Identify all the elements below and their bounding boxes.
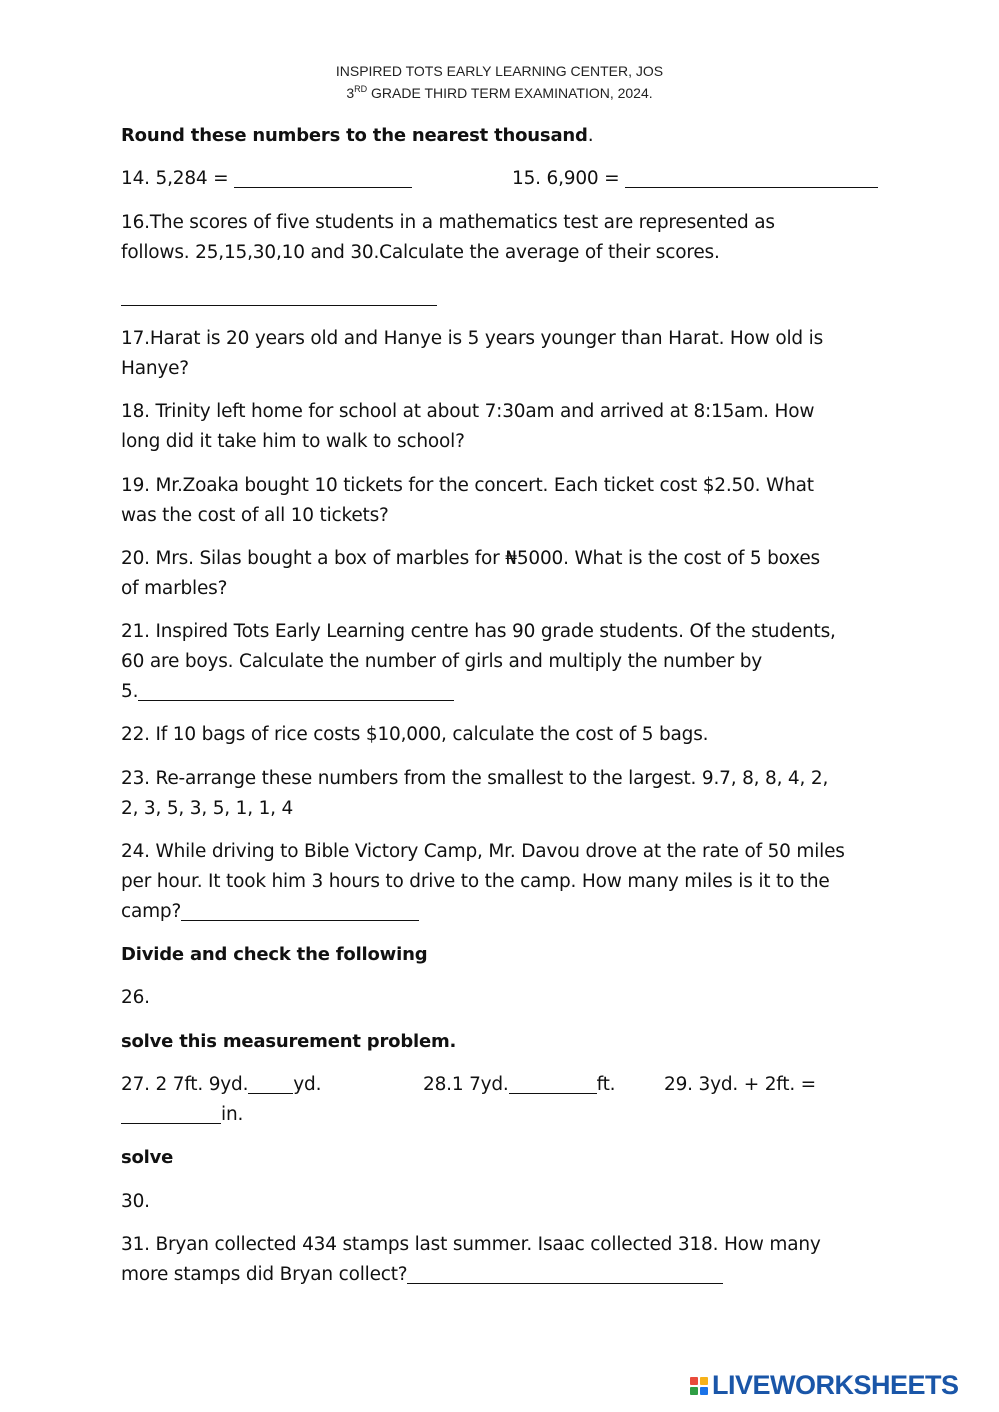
answer-blank-16[interactable] — [121, 285, 437, 306]
question-29: 29. 3yd. + 2ft. = — [664, 1074, 816, 1095]
divide-instruction: Divide and check the following — [121, 944, 428, 965]
measurement-instruction: solve this measurement problem. — [121, 1031, 457, 1052]
question-26: 26. — [121, 987, 150, 1008]
liveworksheets-logo-text: LIVEWORKSHEETS — [712, 1370, 959, 1400]
liveworksheets-logo-icon — [690, 1377, 708, 1395]
logo-square — [690, 1377, 698, 1385]
answer-blank-31[interactable] — [407, 1263, 723, 1284]
answer-blank-28[interactable] — [509, 1073, 597, 1094]
answer-blank-15[interactable] — [625, 167, 878, 188]
school-name: INSPIRED TOTS EARLY LEARNING CENTER, JOS — [335, 63, 664, 79]
question-23-line-1: 23. Re-arrange these numbers from the smallest to the largest. 9.7, 8, 8, 4, 2, — [121, 768, 829, 789]
solve-instruction: solve — [121, 1147, 174, 1168]
question-21-line-3: 5. — [121, 677, 454, 707]
question-18-line-1: 18. Trinity left home for school at about 7:30am and arrived at 8:15am. How — [121, 401, 815, 422]
answer-blank-14[interactable] — [234, 167, 412, 188]
question-17-line-2: Hanye? — [121, 358, 189, 379]
question-19-line-2: was the cost of all 10 tickets? — [121, 505, 389, 526]
logo-square — [690, 1387, 698, 1395]
question-22: 22. If 10 bags of rice costs $10,000, calculate the cost of 5 bags. — [121, 724, 709, 745]
question-24-line-3: camp? — [121, 897, 419, 927]
question-16-line-1: 16.The scores of five students in a mathematics test are represented as — [121, 212, 775, 233]
question-29-continued: in. — [121, 1100, 243, 1130]
question-28: 28.1 7yd. ft. — [423, 1074, 616, 1095]
question-30: 30. — [121, 1191, 150, 1212]
question-14: 14. 5,284 = — [121, 164, 412, 194]
question-20-line-1: 20. Mrs. Silas bought a box of marbles for ₦5000. What is the cost of 5 boxes — [121, 548, 820, 569]
question-18-line-2: long did it take him to walk to school? — [121, 431, 465, 452]
question-24-line-1: 24. While driving to Bible Victory Camp, Mr. Davou drove at the rate of 50 miles — [121, 841, 845, 862]
question-24-line-2: per hour. It took him 3 hours to drive to the camp. How many miles is it to the — [121, 871, 830, 892]
question-15: 15. 6,900 = — [512, 164, 878, 194]
question-31-line-2: more stamps did Bryan collect? — [121, 1260, 723, 1290]
question-23-line-2: 2, 3, 5, 3, 5, 1, 1, 4 — [121, 798, 294, 819]
question-27: 27. 2 7ft. 9yd. yd. — [121, 1074, 322, 1095]
liveworksheets-logo[interactable] — [690, 1370, 959, 1401]
question-17-line-1: 17.Harat is 20 years old and Hanye is 5 years younger than Harat. How old is — [121, 328, 824, 349]
answer-blank-24[interactable] — [181, 900, 419, 921]
logo-square — [700, 1387, 708, 1395]
answer-blank-29[interactable] — [121, 1103, 221, 1124]
question-16-line-2: follows. 25,15,30,10 and 30.Calculate the average of their scores. — [121, 242, 720, 263]
question-31-line-1: 31. Bryan collected 434 stamps last summer. Isaac collected 318. How many — [121, 1234, 821, 1255]
answer-blank-27[interactable] — [248, 1073, 293, 1094]
answer-blank-21[interactable] — [138, 680, 454, 701]
question-19-line-1: 19. Mr.Zoaka bought 10 tickets for the concert. Each ticket cost $2.50. What — [121, 475, 814, 496]
exam-title: 3RD GRADE THIRD TERM EXAMINATION, 2024. — [346, 84, 653, 101]
rounding-instruction: Round these numbers to the nearest thousand. — [121, 125, 594, 146]
question-21-line-2: 60 are boys. Calculate the number of girls and multiply the number by — [121, 651, 762, 672]
question-21-line-1: 21. Inspired Tots Early Learning centre has 90 grade students. Of the students, — [121, 621, 836, 642]
question-20-line-2: of marbles? — [121, 578, 228, 599]
logo-square — [700, 1377, 708, 1385]
